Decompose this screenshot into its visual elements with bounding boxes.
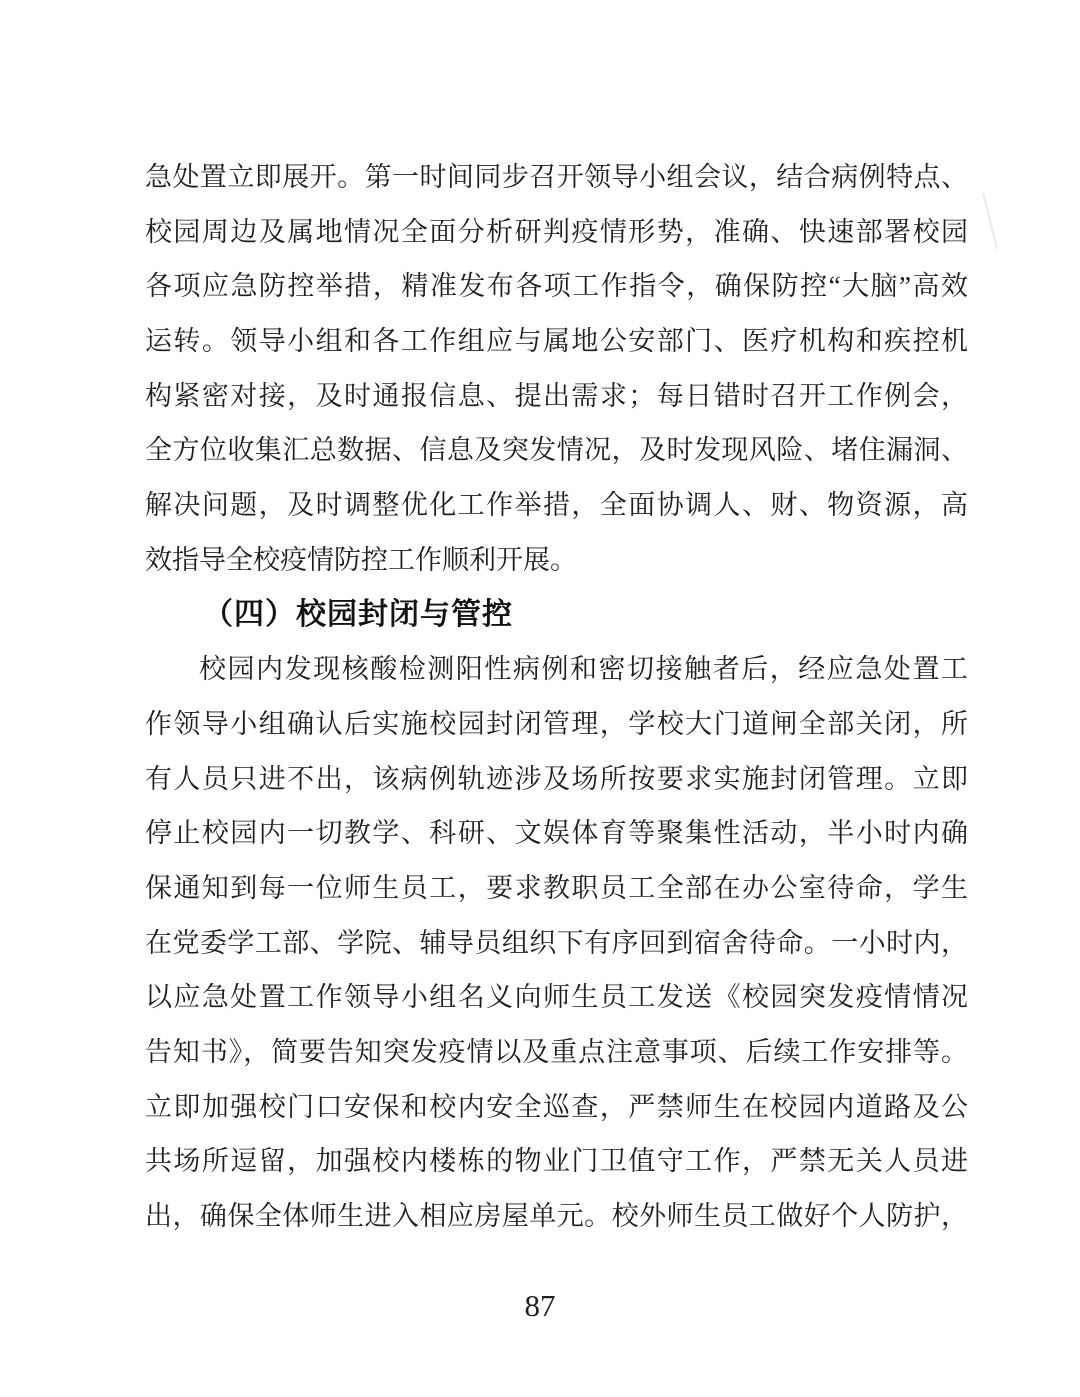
text-line: 共场所逗留，加强校内楼栋的物业门卫值守工作，严禁无关人员进: [145, 1146, 968, 1177]
text-line: 以应急处置工作领导小组名义向师生员工发送《校园突发疫情情况: [145, 982, 968, 1013]
text-line: 各项应急防控举措，精准发布各项工作指令，确保防控“大脑”高效: [145, 271, 968, 302]
text-line: 解决问题，及时调整优化工作举措，全面协调人、财、物资源，高: [145, 490, 968, 521]
text-line: 校园内发现核酸检测阳性病例和密切接触者后，经应急处置工: [199, 654, 968, 685]
text-line: 急处置立即展开。第一时间同步召开领导小组会议，结合病例特点、: [145, 162, 968, 192]
text-line: 效指导全校疫情防控工作顺利开展。: [145, 544, 577, 575]
text-line: 停止校园内一切教学、科研、文娱体育等聚集性活动，半小时内确: [145, 818, 968, 849]
text-line: 有人员只进不出，该病例轨迹涉及场所按要求实施封闭管理。立即: [145, 763, 968, 794]
text-content: [145, 150, 968, 1244]
text-line: 全方位收集汇总数据、信息及突发情况，及时发现风险、堵住漏洞、: [145, 435, 968, 466]
text-line: 作领导小组确认后实施校园封闭管理，学校大门道闸全部关闭，所: [145, 708, 968, 739]
page-number: 87: [524, 1288, 556, 1323]
text-line: 在党委学工部、学院、辅导员组织下有序回到宿舍待命。一小时内，: [145, 927, 968, 958]
text-line: 出，确保全体师生进入相应房屋单元。校外师生员工做好个人防护，: [145, 1201, 968, 1232]
text-line: 运转。领导小组和各工作组应与属地公安部门、医疗机构和疾控机: [145, 326, 968, 357]
scan-artifact: [982, 193, 997, 250]
section-heading: （四）校园封闭与管控: [203, 597, 513, 631]
text-line: 立即加强校门口安保和校内安全巡查，严禁师生在校园内道路及公: [145, 1091, 968, 1122]
text-line: 构紧密对接，及时通报信息、提出需求；每日错时召开工作例会，: [145, 380, 968, 411]
text-line: 告知书》，简要告知突发疫情以及重点注意事项、后续工作安排等。: [145, 1037, 968, 1067]
text-line: 保通知到每一位师生员工，要求教职员工全部在办公室待命，学生: [145, 872, 968, 903]
text-line: 校园周边及属地情况全面分析研判疫情形势，准确、快速部署校园: [145, 216, 968, 247]
